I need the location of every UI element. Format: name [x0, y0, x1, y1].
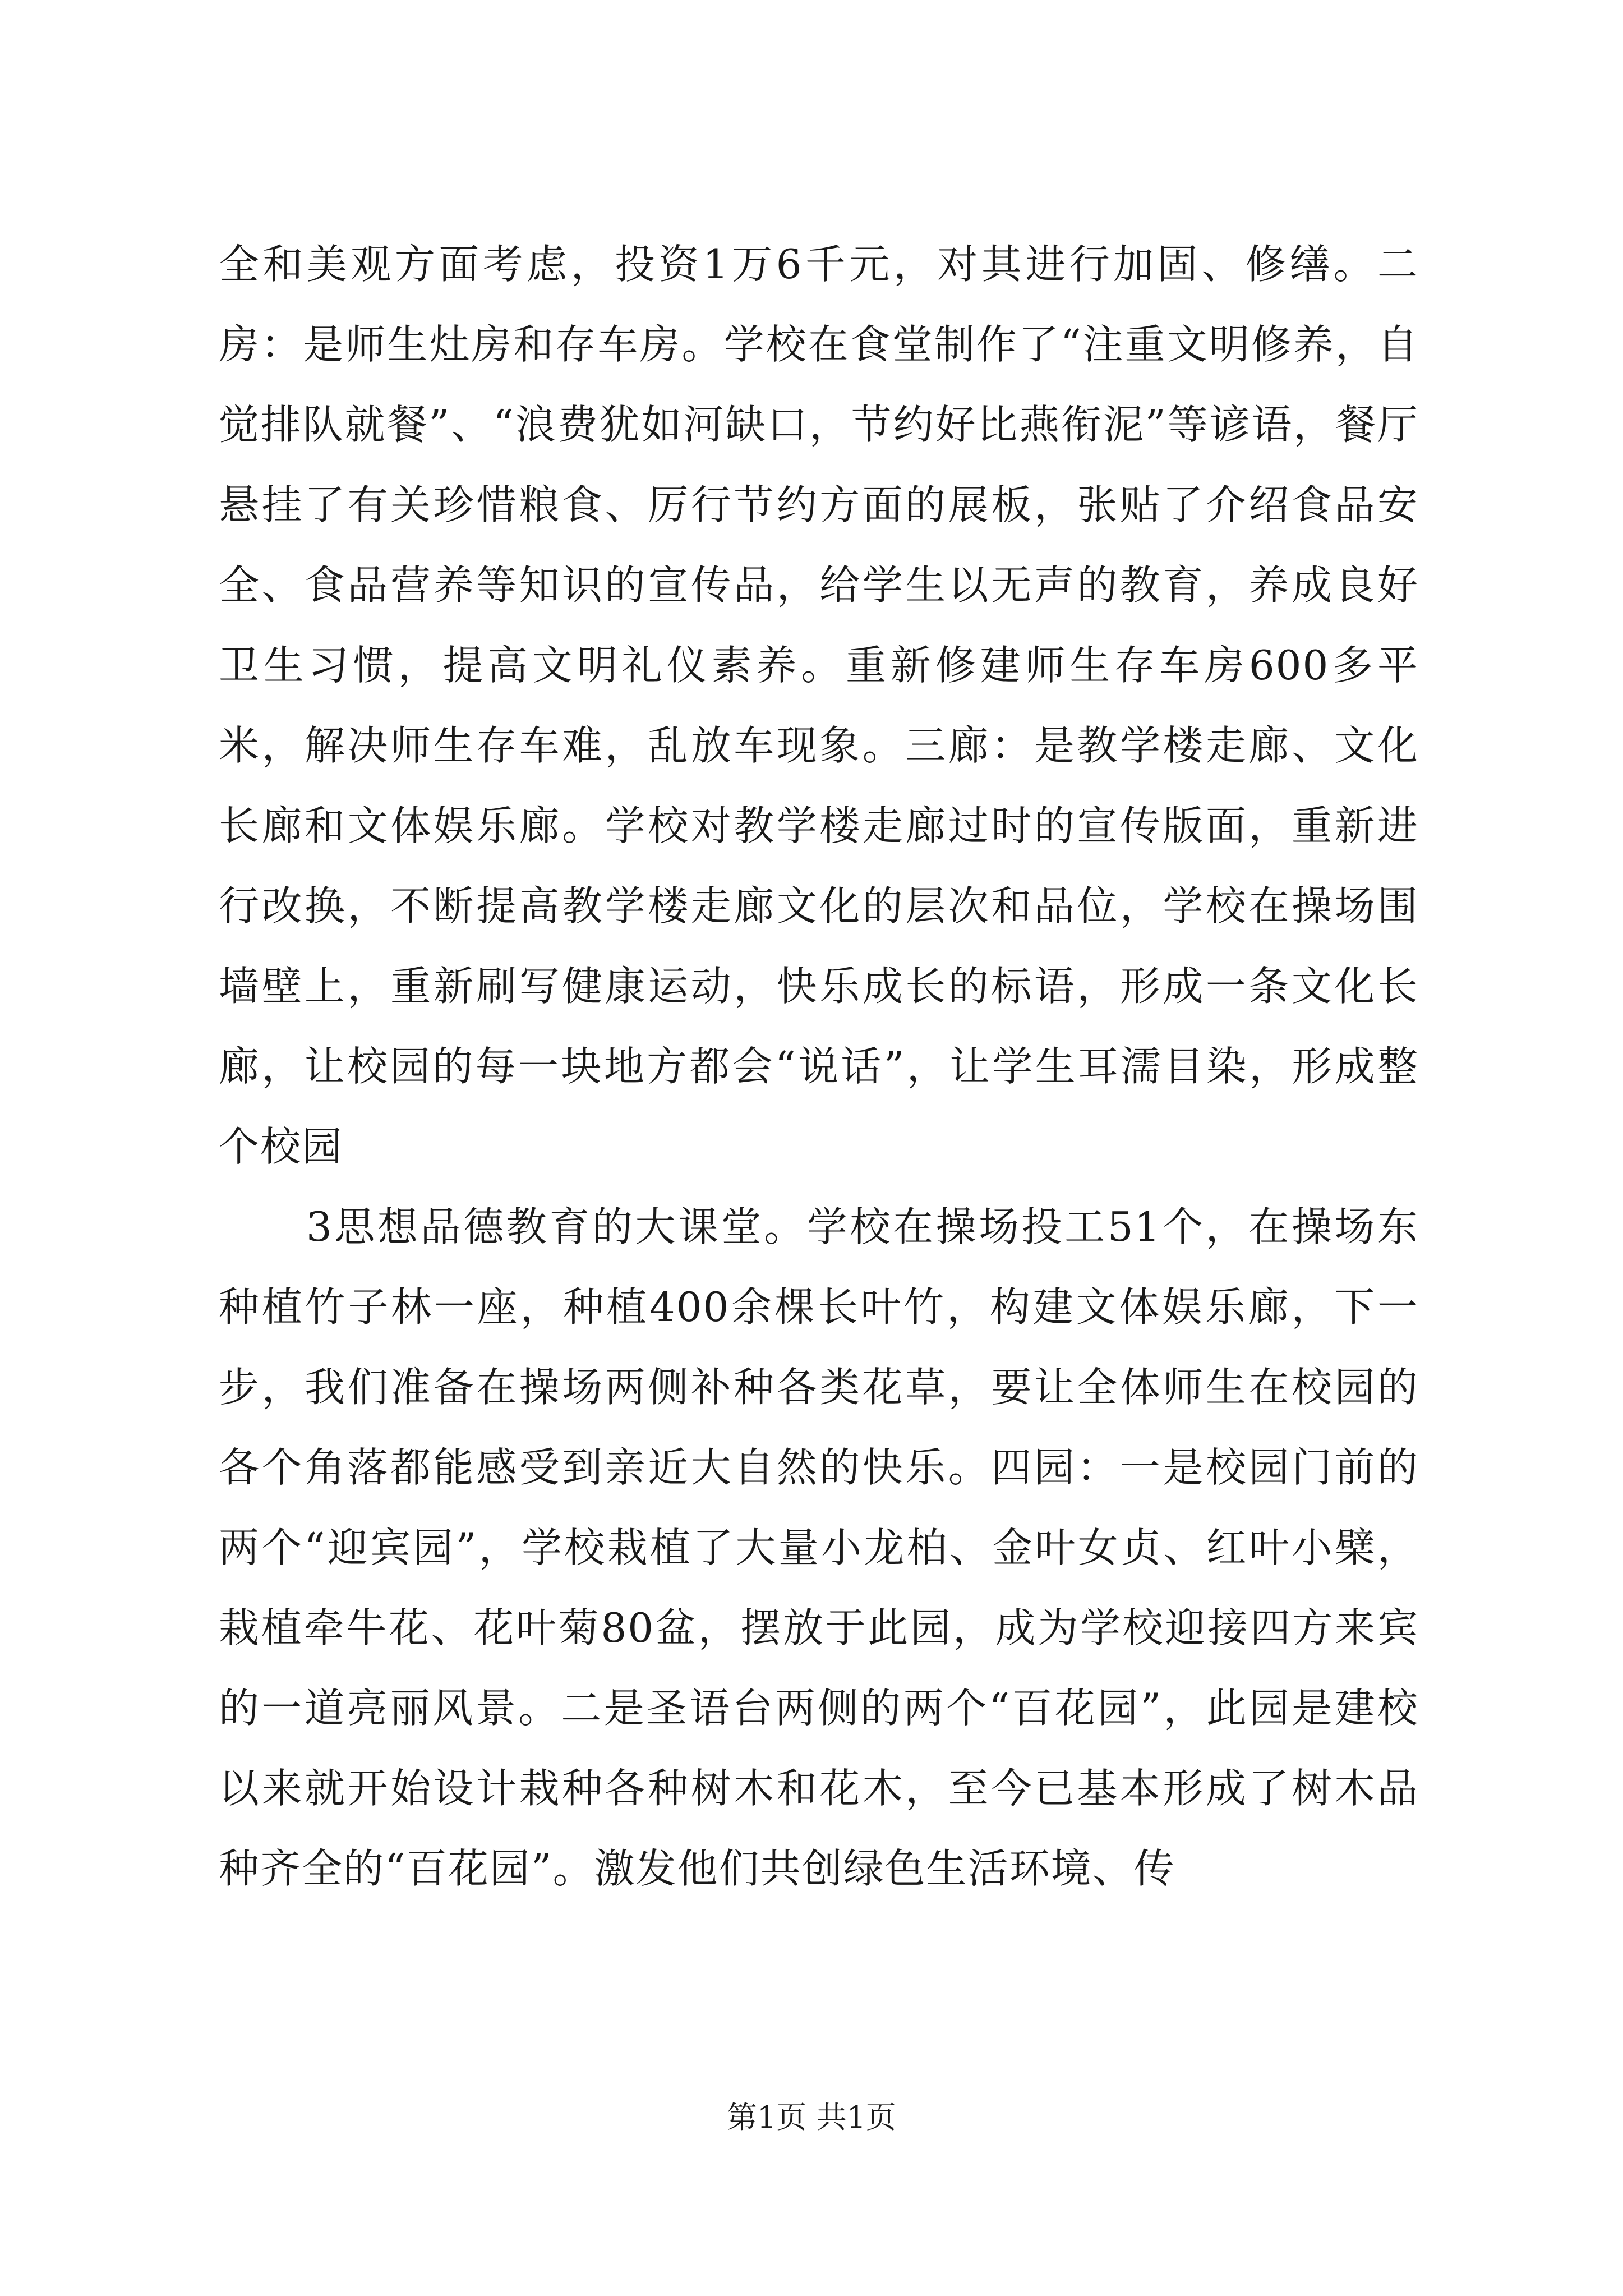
page-footer: 第1页 共1页 [727, 2100, 896, 2135]
paragraph-2: 3思想品德教育的大课堂。学校在操场投工51个，在操场东种植竹子林一座，种植400余棵长叶竹，构建文体娱乐廊，下一步，我们准备在操场两侧补种各类花草，要让全体师生在校园的各个角落都能感受到亲近大自然的快乐。四园：一是校园门前的两个“迎宾园”，学校栽植了大量小龙柏、金叶女贞、红叶小檗，栽植牵牛花、花叶菊80盆，摆放于此园，成为学校迎接四方来宾的一道亮丽风景。二是圣语台两侧的两个“百花园”，此园是建校以来就开始设计栽种各种树木和花木，至今已基本形成了树木品种齐全的“百花园”。激发他们共创绿色生活环境、传 [219, 1203, 1419, 1892]
paragraph-1: 全和美观方面考虑，投资1万6千元，对其进行加固、修缮。二房：是师生灶房和存车房。学校在食堂制作了“注重文明修养，自觉排队就餐”、“浪费犹如河缺口，节约好比燕衔泥”等谚语，餐厅悬挂了有关珍惜粮食、厉行节约方面的展板，张贴了介绍食品安全、食品营养等知识的宣传品，给学生以无声的教育，养成良好卫生习惯，提高文明礼仪素养。重新修建师生存车房600多平米，解决师生存车难，乱放车现象。三廊：是教学楼走廊、文化长廊和文体娱乐廊。学校对教学楼走廊过时的宣传版面，重新进行改换，不断提高教学楼走廊文化的层次和品位，学校在操场围墙壁上，重新刷写健康运动，快乐成长的标语，形成一条文化长廊，让校园的每一块地方都会“说话”，让学生耳濡目染，形成整个校园 [219, 241, 1419, 1170]
document-body [219, 224, 1419, 1909]
